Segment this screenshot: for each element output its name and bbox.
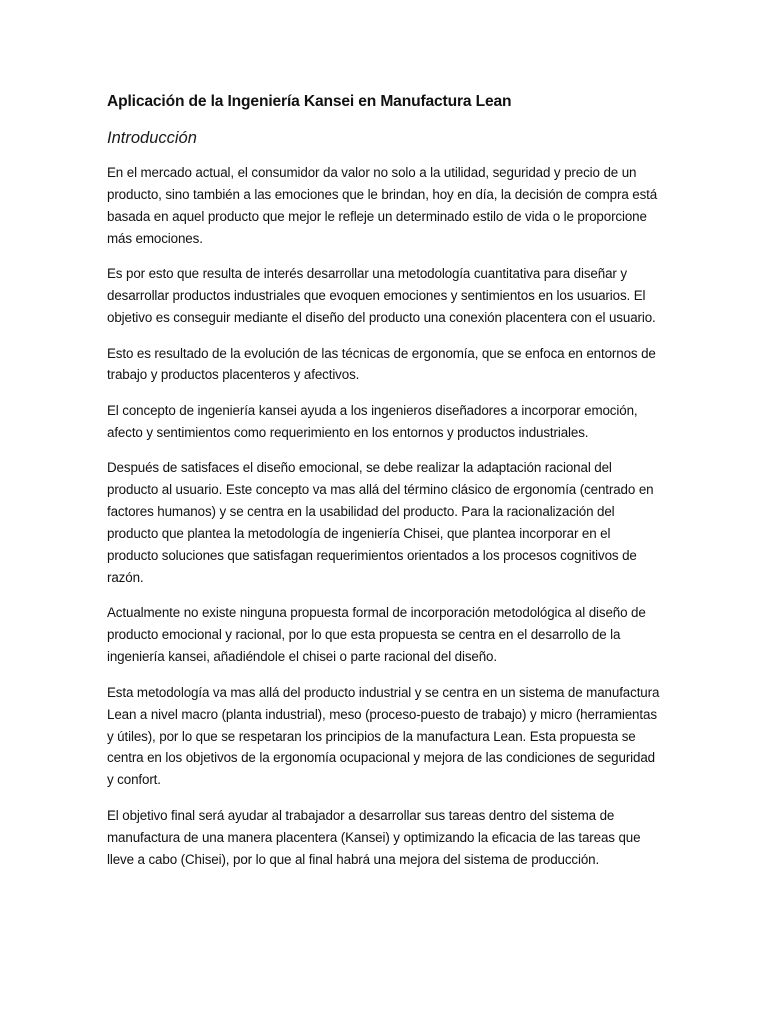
paragraph: El objetivo final será ayudar al trabajador a desarrollar sus tareas dentro del sistema de manufactura de una manera placentera (Kansei) y optimizando la eficacia de las tareas que lleve a cabo (Chisei), por lo que al final habrá una mejora del sistema de producción.	[107, 807, 641, 867]
paragraph: Esta metodología va mas allá del producto industrial y se centra en un sistema de manufactura Lean a nivel macro (planta industrial), meso (proceso-puesto de trabajo) y micro (herramientas y útiles), por lo que se respetaran los principios de la manufactura Lean. Esta propuesta se centra en los objetivos de la ergonomía ocupacional y mejora de las condiciones de seguridad y confort.	[107, 684, 660, 788]
paragraph: El concepto de ingeniería kansei ayuda a los ingenieros diseñadores a incorporar emoción, afecto y sentimientos como requerimiento en los entornos y productos industriales.	[107, 402, 638, 440]
body-text	[107, 162, 662, 871]
paragraph: Esto es resultado de la evolución de las técnicas de ergonomía, que se enfoca en entornos de trabajo y productos placenteros y afectivos.	[107, 345, 656, 383]
paragraph: Actualmente no existe ninguna propuesta formal de incorporación metodológica al diseño de producto emocional y racional, por lo que esta propuesta se centra en el desarrollo de la ingeniería kansei, añadiéndole el chisei o parte racional del diseño.	[107, 605, 646, 665]
paragraph: Después de satisfaces el diseño emocional, se debe realizar la adaptación racional del producto al usuario. Este concepto va mas allá del término clásico de ergonomía (centrado en factores humanos) y se centra en la usabilidad del producto. Para la racionalización del producto que plantea la metodología de ingeniería Chisei, que plantea incorporar en el producto soluciones que satisfagan requerimientos orientados a los procesos cognitivos de razón.	[107, 460, 654, 585]
section-heading-introduccion: Introducción	[107, 129, 197, 147]
document-title: Aplicación de la Ingeniería Kansei en Manufactura Lean	[107, 93, 512, 110]
paragraph: En el mercado actual, el consumidor da valor no solo a la utilidad, seguridad y precio de un producto, sino también a las emociones que le brindan, hoy en día, la decisión de compra está basada en aquel producto que mejor le refleje un determinado estilo de vida o le proporcione más emociones.	[107, 165, 658, 246]
paragraph: Es por esto que resulta de interés desarrollar una metodología cuantitativa para diseñar y desarrollar productos industriales que evoquen emociones y sentimientos en los usuarios. El objetivo es conseguir mediante el diseño del producto una conexión placentera con el usuario.	[107, 266, 656, 326]
